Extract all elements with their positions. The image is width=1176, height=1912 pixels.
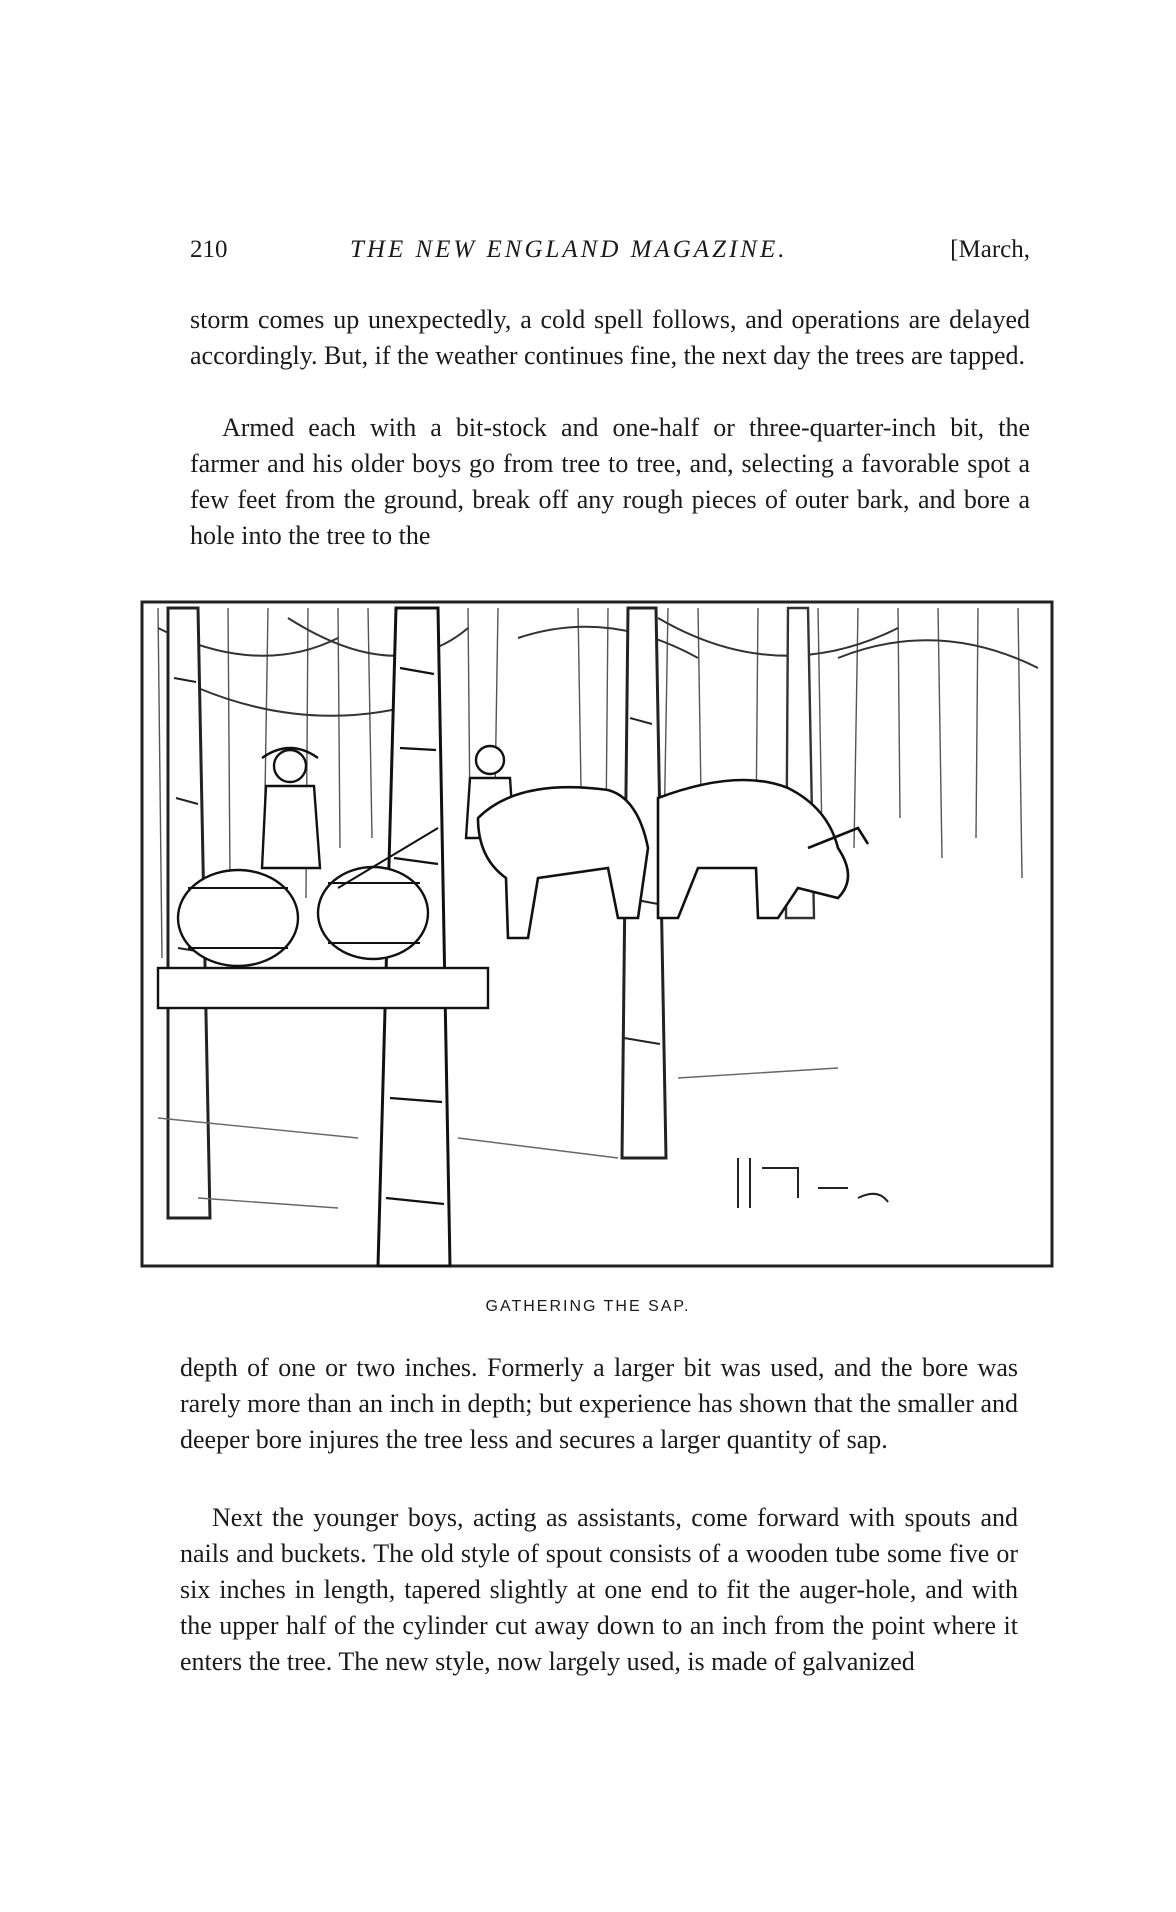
paragraph-1: storm comes up unexpectedly, a cold spell follows, and operations are delayed accordingly. But, if the weather continues fine, the next day the trees are tapped. (190, 305, 1030, 370)
figure-caption: GATHERING THE SAP. (485, 1298, 691, 1315)
paragraph-2: Armed each with a bit-stock and one-half or three-quarter-inch bit, the farmer and his older boys go from tree to tree, and, selecting a favorable spot a few feet from the ground, break off any rough pieces of outer bark, and bore a hole into the tree to the (190, 413, 1030, 550)
month-label: [March, (950, 236, 1030, 263)
paragraph-4: Next the younger boys, acting as assistants, come forward with spouts and nails and buckets. The old style of spout consists of a wooden tube some five or six inches in length, tapered slightly at one end to fit the auger-hole, and with the upper half of the cylinder cut away down to an inch from the point where it enters the tree. The new style, now largely used, is made of galvanized (180, 1503, 1018, 1676)
illustration-gathering-sap (138, 598, 1058, 1278)
page-number: 210 (190, 236, 228, 263)
running-header (190, 236, 1030, 276)
journal-title: THE NEW ENGLAND MAGAZINE. (350, 236, 788, 263)
paragraph-3: depth of one or two inches. Formerly a larger bit was used, and the bore was rarely more than an inch in depth; but experience has shown that the smaller and deeper bore injures the tree less and secures a larger quantity of sap. (180, 1353, 1018, 1454)
